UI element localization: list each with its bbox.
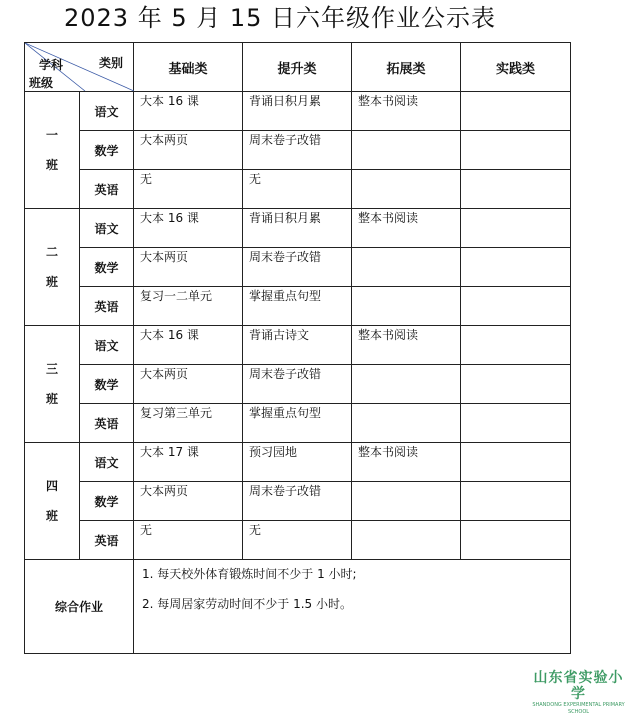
table-row — [25, 443, 571, 482]
homework-cell-practice — [461, 443, 571, 482]
table-row — [25, 209, 571, 248]
homework-cell-extend — [352, 404, 461, 443]
column-header-basic: 基础类 — [134, 43, 243, 92]
table-row — [25, 482, 571, 521]
corner-class-label: 班级 — [29, 76, 54, 90]
homework-cell-improve: 周末卷子改错 — [243, 131, 352, 170]
subject-cell: 英语 — [80, 404, 134, 443]
homework-cell-basic: 大本两页 — [134, 482, 243, 521]
homework-cell-improve: 周末卷子改错 — [243, 482, 352, 521]
homework-cell-extend: 整本书阅读 — [352, 92, 461, 131]
homework-cell-practice — [461, 521, 571, 560]
column-header-practice: 实践类 — [461, 43, 571, 92]
subject-cell: 英语 — [80, 287, 134, 326]
subject-cell: 语文 — [80, 92, 134, 131]
subject-cell: 语文 — [80, 209, 134, 248]
homework-cell-basic: 大本两页 — [134, 248, 243, 287]
homework-cell-basic: 大本两页 — [134, 365, 243, 404]
logo-name-en: SHANDONG EXPERIMENTAL PRIMARY SCHOOL — [532, 702, 625, 715]
corner-subject-label: 学科 — [39, 58, 64, 72]
subject-cell: 数学 — [80, 131, 134, 170]
homework-cell-extend — [352, 482, 461, 521]
homework-table — [24, 42, 571, 654]
school-logo — [531, 670, 626, 716]
homework-cell-improve: 背诵日积月累 — [243, 92, 352, 131]
homework-cell-practice — [461, 482, 571, 521]
homework-cell-extend: 整本书阅读 — [352, 326, 461, 365]
homework-cell-practice — [461, 209, 571, 248]
comprehensive-label: 综合作业 — [25, 560, 134, 654]
column-header-improve: 提升类 — [243, 43, 352, 92]
homework-cell-basic: 复习第三单元 — [134, 404, 243, 443]
comprehensive-body — [134, 560, 571, 654]
comprehensive-row — [25, 560, 571, 654]
corner-category-label: 类别 — [98, 56, 123, 70]
homework-cell-extend — [352, 131, 461, 170]
homework-cell-extend — [352, 521, 461, 560]
homework-cell-improve: 周末卷子改错 — [243, 248, 352, 287]
table-row — [25, 248, 571, 287]
homework-cell-improve: 周末卷子改错 — [243, 365, 352, 404]
homework-cell-improve: 掌握重点句型 — [243, 404, 352, 443]
homework-cell-basic: 大本两页 — [134, 131, 243, 170]
comprehensive-item: 2. 每周居家劳动时间不少于 1.5 小时。 — [142, 597, 352, 611]
column-header-extend: 拓展类 — [352, 43, 461, 92]
table-row — [25, 521, 571, 560]
table-row — [25, 326, 571, 365]
subject-cell: 数学 — [80, 365, 134, 404]
homework-cell-improve: 无 — [243, 521, 352, 560]
table-row — [25, 131, 571, 170]
homework-cell-basic: 复习一二单元 — [134, 287, 243, 326]
homework-cell-extend: 整本书阅读 — [352, 443, 461, 482]
homework-cell-extend: 整本书阅读 — [352, 209, 461, 248]
homework-cell-improve: 背诵日积月累 — [243, 209, 352, 248]
class-name-cell: 四 班 — [25, 443, 80, 560]
homework-cell-practice — [461, 131, 571, 170]
homework-cell-improve: 背诵古诗文 — [243, 326, 352, 365]
subject-cell: 英语 — [80, 170, 134, 209]
homework-cell-improve: 无 — [243, 170, 352, 209]
homework-cell-practice — [461, 326, 571, 365]
homework-cell-basic: 大本 16 课 — [134, 92, 243, 131]
homework-cell-basic: 大本 16 课 — [134, 209, 243, 248]
table-row — [25, 365, 571, 404]
class-name-cell: 三 班 — [25, 326, 80, 443]
table-row — [25, 287, 571, 326]
homework-cell-practice — [461, 287, 571, 326]
homework-cell-basic: 大本 17 课 — [134, 443, 243, 482]
table-row — [25, 404, 571, 443]
homework-cell-practice — [461, 248, 571, 287]
class-name-cell: 二 班 — [25, 209, 80, 326]
homework-cell-extend — [352, 170, 461, 209]
page-title: 2023 年 5 月 15 日六年级作业公示表 — [63, 4, 497, 32]
homework-cell-extend — [352, 365, 461, 404]
homework-cell-basic: 大本 16 课 — [134, 326, 243, 365]
logo-name-cn: 山东省实验小学 — [533, 670, 624, 702]
subject-cell: 语文 — [80, 443, 134, 482]
homework-cell-improve: 预习园地 — [243, 443, 352, 482]
homework-cell-extend — [352, 248, 461, 287]
homework-cell-basic: 无 — [134, 521, 243, 560]
homework-cell-practice — [461, 404, 571, 443]
homework-cell-improve: 掌握重点句型 — [243, 287, 352, 326]
table-row — [25, 92, 571, 131]
corner-cell — [25, 43, 134, 92]
header-row — [25, 43, 571, 92]
homework-cell-practice — [461, 365, 571, 404]
subject-cell: 语文 — [80, 326, 134, 365]
subject-cell: 数学 — [80, 482, 134, 521]
class-name-cell: 一 班 — [25, 92, 80, 209]
homework-cell-practice — [461, 92, 571, 131]
homework-cell-basic: 无 — [134, 170, 243, 209]
homework-cell-practice — [461, 170, 571, 209]
table-row — [25, 170, 571, 209]
subject-cell: 英语 — [80, 521, 134, 560]
homework-cell-extend — [352, 287, 461, 326]
comprehensive-item: 1. 每天校外体育锻炼时间不少于 1 小时; — [142, 567, 357, 581]
subject-cell: 数学 — [80, 248, 134, 287]
